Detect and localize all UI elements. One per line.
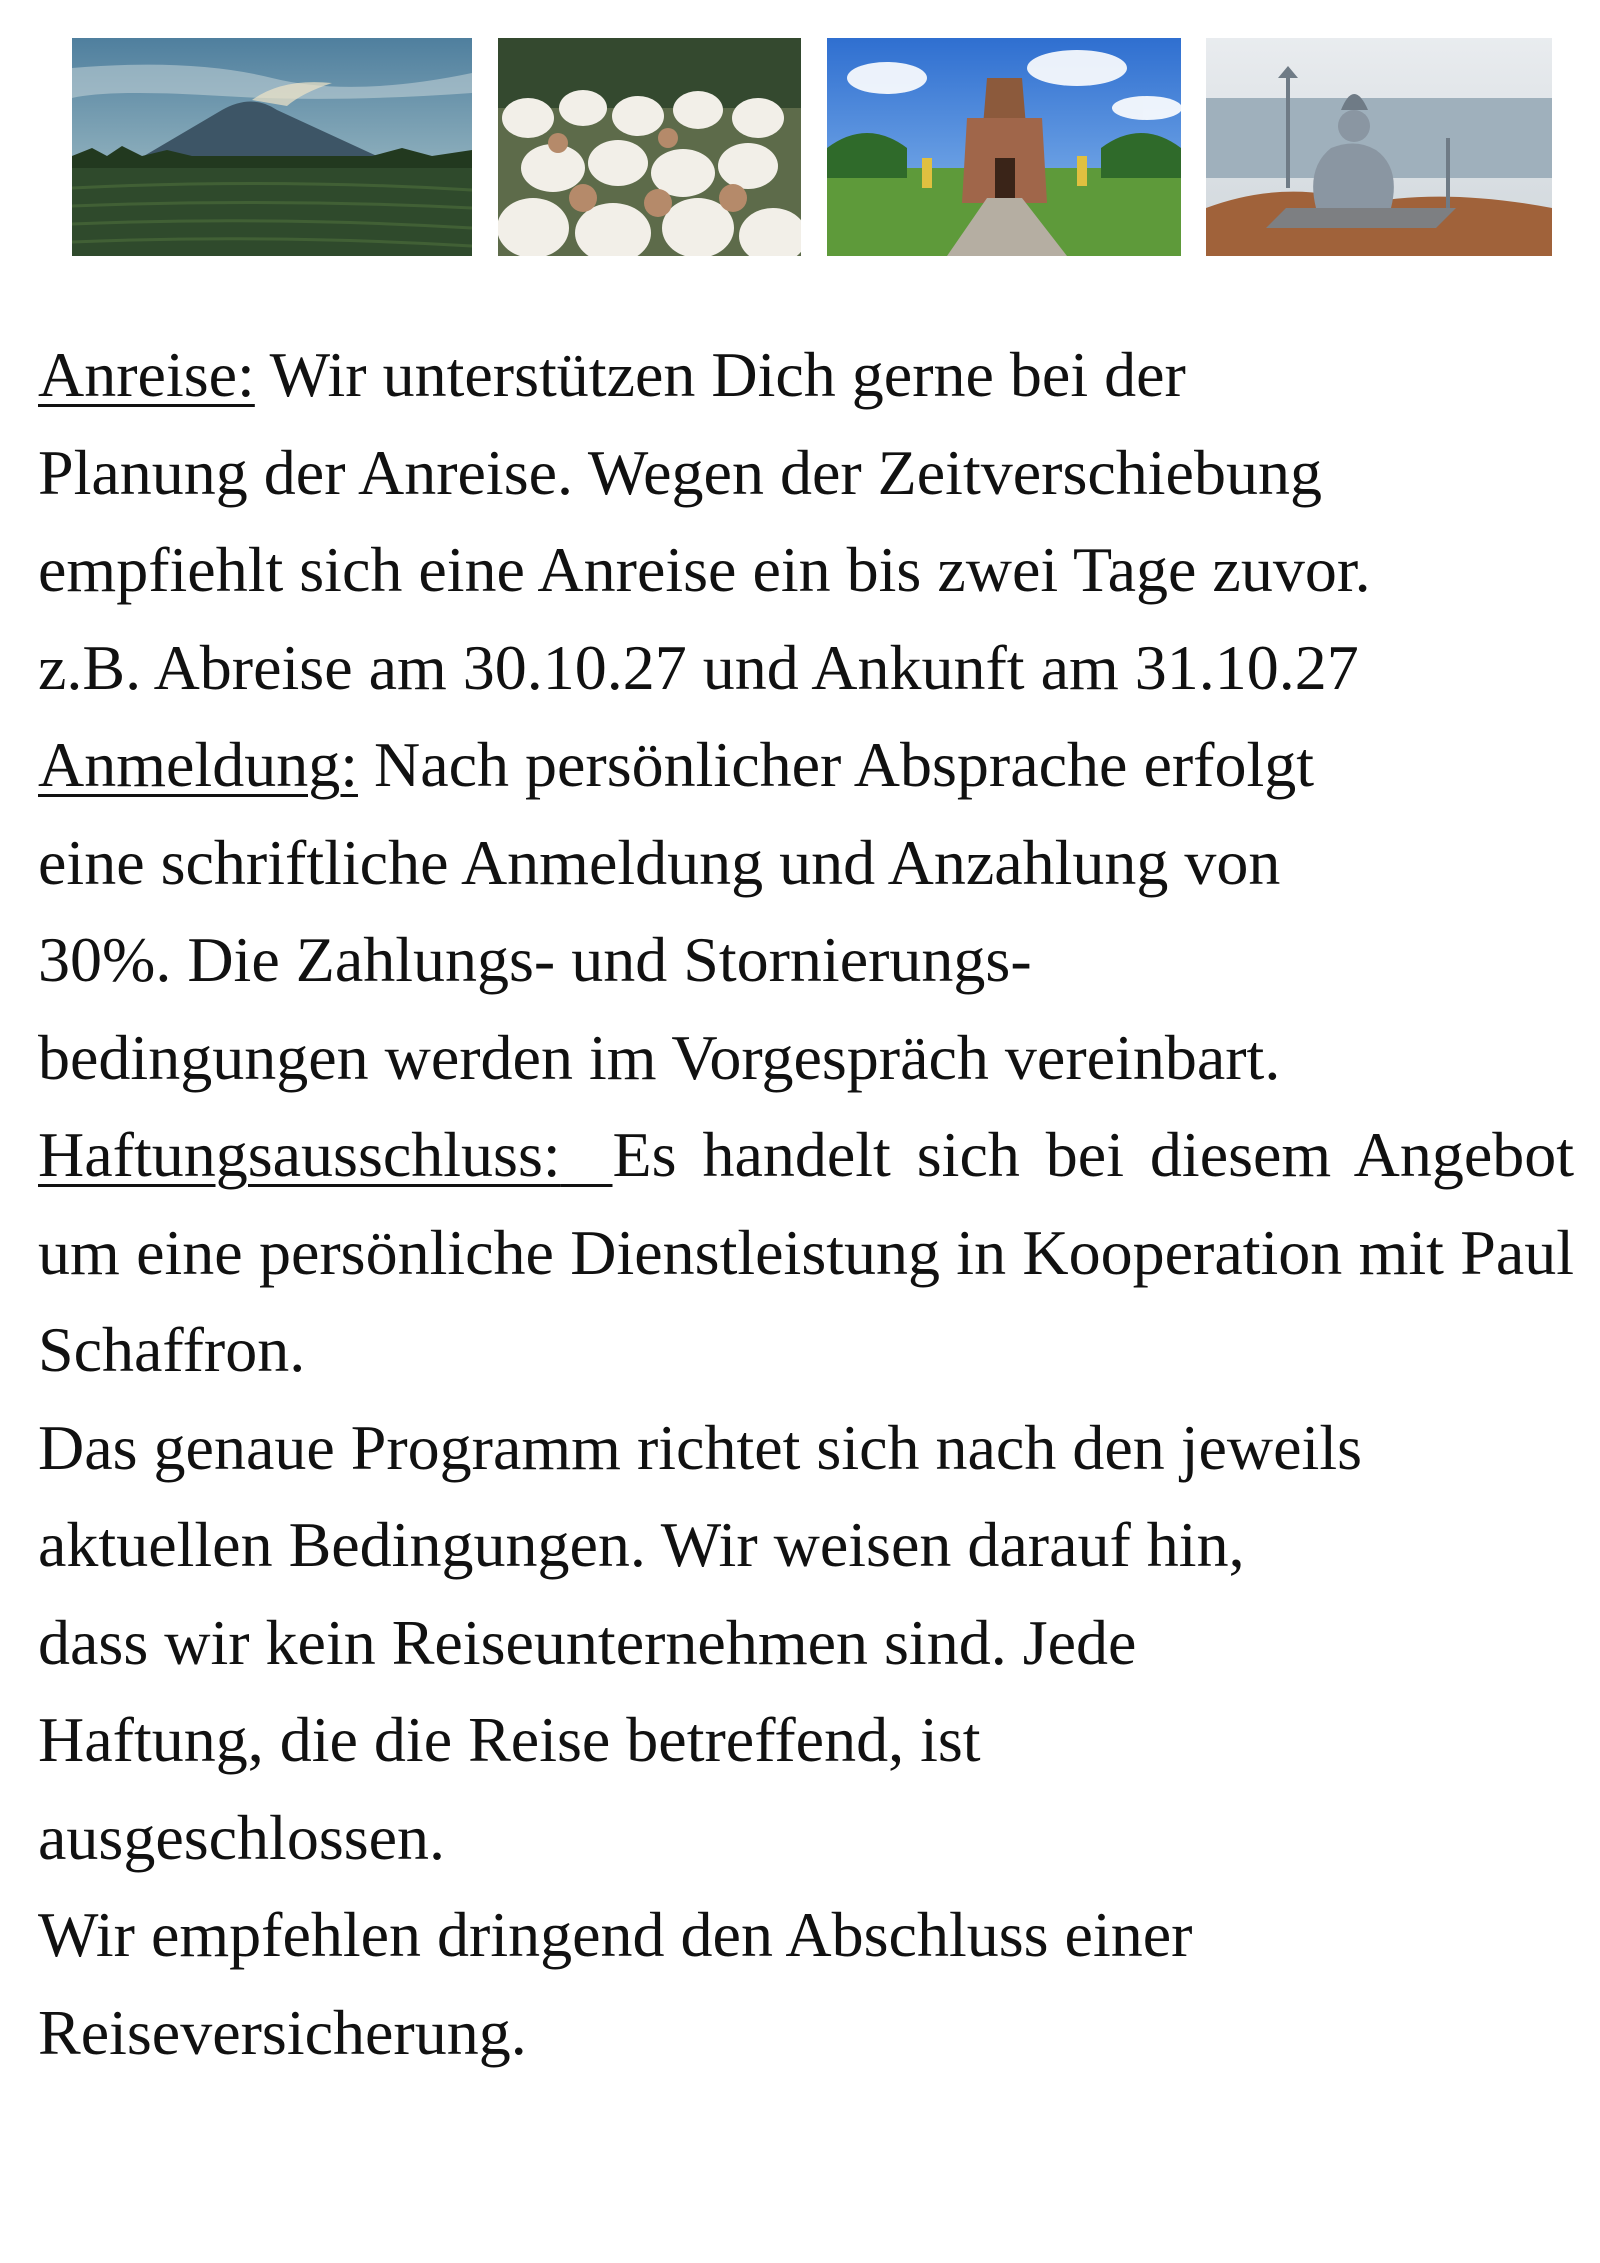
anmeldung-text-4: bedingungen werden im Vorgespräch vereinbart. xyxy=(38,1021,1281,1093)
info-text-block xyxy=(38,326,1574,2081)
haftung-text-6: ausgeschlossen. xyxy=(38,1801,446,1873)
haftung-text-4: dass wir kein Reiseunternehmen sind. Jede xyxy=(38,1606,1137,1678)
haftung-text-2: Das genaue Programm richtet sich nach den jeweils xyxy=(38,1411,1362,1483)
volcano-landscape-photo xyxy=(72,38,472,256)
haftung-text-5: Haftung, die die Reise betreffend, ist xyxy=(38,1704,981,1775)
haftung-text: Es handelt sich bei diesem Angebot um eine persönliche Dienstleistung in Kooperation mit Paul Schaffron. xyxy=(38,1119,1574,1385)
anreise-text-2: Planung der Anreise. Wegen der Zeitverschiebung xyxy=(38,436,1322,508)
photo-strip xyxy=(72,38,1552,258)
anreise-text-3: empfiehlt sich eine Anreise ein bis zwei Tage zuvor. xyxy=(38,534,1371,605)
anreise-text-4: z.B. Abreise am 30.10.27 und Ankunft am 31.10.27 xyxy=(38,631,1359,703)
anreise-line-1 xyxy=(38,326,1574,424)
temple-gate-photo xyxy=(827,38,1181,256)
shiva-statue-photo xyxy=(1206,38,1552,256)
haftung-paragraph xyxy=(38,1106,1574,1399)
anmeldung-line-1 xyxy=(38,716,1574,814)
anmeldung-text-1: Nach persönlicher Absprache erfolgt xyxy=(373,729,1315,800)
insurance-text-1: Wir empfehlen dringend den Abschluss einer xyxy=(38,1899,1193,1970)
insurance-text-2: Reiseversicherung. xyxy=(38,1996,527,2068)
anreise-text-1: Wir unterstützen Dich gerne bei der xyxy=(269,339,1186,410)
haftung-label: Haftungsausschluss: xyxy=(38,1119,561,1190)
anmeldung-label: Anmeldung: xyxy=(38,729,358,800)
anmeldung-text-3: 30%. Die Zahlungs- und Stornierungs- xyxy=(38,924,1032,995)
ceremony-crowd-photo xyxy=(498,38,801,256)
anmeldung-text-2: eine schriftliche Anmeldung und Anzahlung von xyxy=(38,826,1281,898)
anreise-label: Anreise: xyxy=(38,339,255,410)
haftung-text-3: aktuellen Bedingungen. Wir weisen darauf hin, xyxy=(38,1509,1245,1580)
